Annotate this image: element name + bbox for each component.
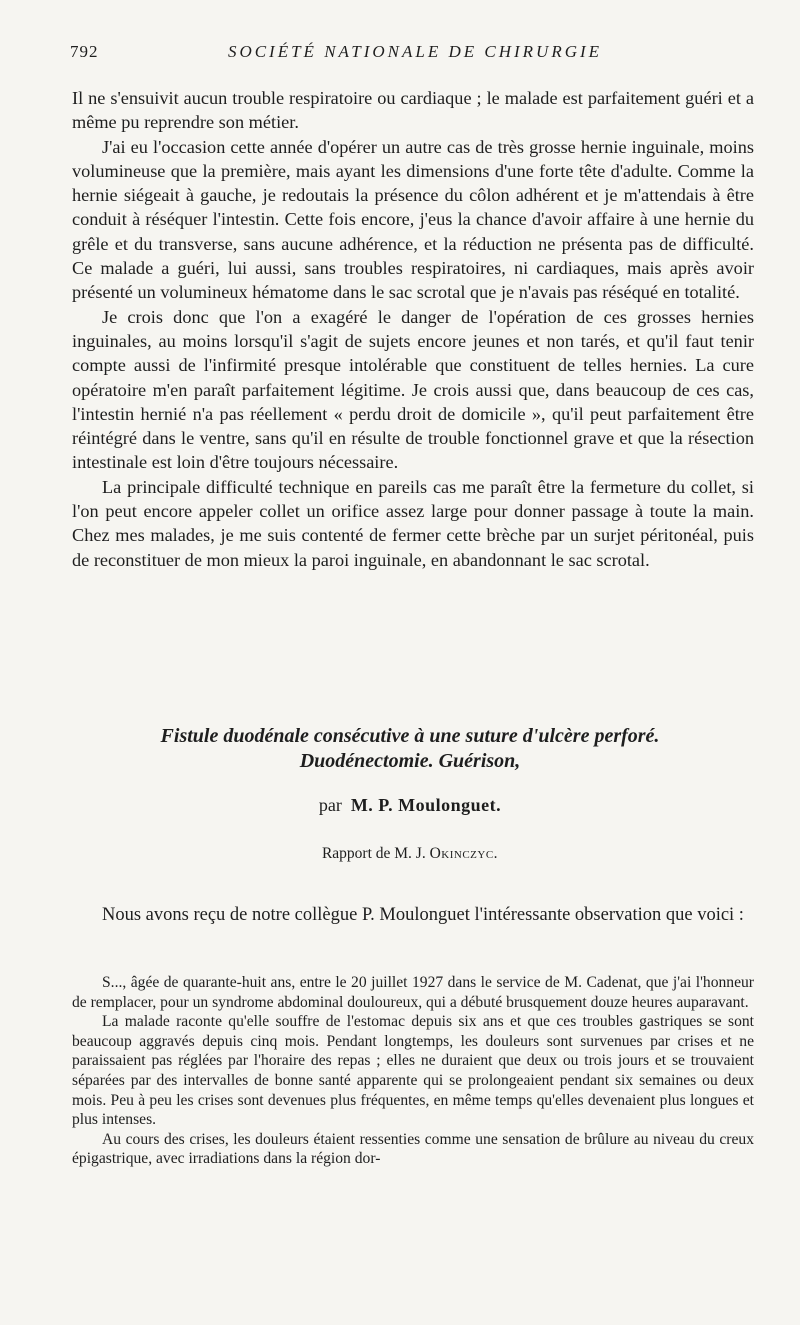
article-title — [60, 724, 760, 774]
page-header — [70, 42, 760, 66]
case-paragraph: S..., âgée de quarante-huit ans, entre le 20 juillet 1927 dans le service de M. Cadenat, que j'ai l'honneur de remplacer, pour un syndrome abdominal douloureux, qui a débuté brusquement douze heures auparavant. — [72, 974, 754, 1011]
paragraph: J'ai eu l'occasion cette année d'opérer un autre cas de très grosse hernie inguinale, moins volumineuse que la première, mais ayant les dimensions d'une forte tête d'adulte. Comme la hernie siégeait à gauche, je redoutais la présence du côlon adhérent et je m'attendais à être conduit à réséquer l'intestin. Cette fois encore, j'eus la chance d'avoir affaire à une hernie du grêle et du transverse, sans aucune adhérence, et la réduction ne présenta pas de difficulté. Ce malade a guéri, lui aussi, sans troubles respiratoires, ni cardiaques, mais après avoir présenté un volumineux hématome dans le sac scrotal que je n'avais pas réséqué en totalité. — [72, 136, 754, 303]
author-prefix: par — [318, 795, 342, 815]
body-text — [72, 86, 754, 572]
paragraph: La principale difficulté technique en pareils cas me paraît être la fermeture du collet, si l'on peut encore appeler collet un orifice assez large pour donner passage à toute la main. Chez mes malades, je me suis contenté de fermer cette brèche par un surjet péritonéal, puis de reconstituer de mon mieux la paroi inguinale, en abandonnant le sac scrotal. — [72, 476, 754, 570]
article-title-line: Duodénectomie. Guérison, — [299, 750, 521, 772]
case-paragraph: La malade raconte qu'elle souffre de l'estomac depuis six ans et que ces troubles gastriques se sont beaucoup aggravés depuis cinq mois. Pendant longtemps, les douleurs sont survenues par crises et ne paraissaient pas réglées par l'horaire des repas ; elles ne duraient que deux ou trois jours et se trouvaient séparées par des intervalles de bonne santé apparente qui se prolongeaient pendant six semaines ou deux mois. Peu à peu les crises sont devenues plus fréquentes, en même temps qu'elles devenaient plus longues et plus intenses. — [72, 1013, 754, 1129]
running-title: SOCIÉTÉ NATIONALE DE CHIRURGIE — [227, 42, 603, 61]
author-name: M. P. Moulonguet. — [350, 795, 502, 815]
report-name: Okinczyc. — [429, 845, 499, 862]
case-observation — [72, 973, 754, 1169]
report-line — [60, 845, 760, 863]
intro-paragraph: Nous avons reçu de notre collègue P. Moulonguet l'intéressante observation que voici : — [102, 905, 744, 925]
page-number: 792 — [70, 42, 99, 61]
paragraph: Je crois donc que l'on a exagéré le danger de l'opération de ces grosses hernies inguinales, au moins lorsqu'il s'agit de sujets encore jeunes et non tarés, et qu'il faut tenir compte aussi de l'infirmité presque intolérable que constituent de telles hernies. La cure opératoire m'en paraît parfaitement légitime. Je crois aussi que, dans beaucoup de ces cas, l'intestin hernié n'a pas réellement « perdu droit de domicile », qu'il peut parfaitement être réintégré dans le ventre, sans qu'il en résulte de trouble fonctionnel grave et que la résection intestinale est loin d'être toujours nécessaire. — [72, 306, 754, 473]
author-line — [60, 795, 760, 816]
case-paragraph: Au cours des crises, les douleurs étaient ressenties comme une sensation de brûlure au niveau du creux épigastrique, avec irradiations dans la région dor- — [72, 1130, 754, 1168]
paragraph: Il ne s'ensuivit aucun trouble respiratoire ou cardiaque ; le malade est parfaitement guéri et a même pu reprendre son métier. — [72, 88, 754, 133]
article-title-line: Fistule duodénale consécutive à une suture d'ulcère perforé. — [160, 725, 660, 747]
report-prefix: Rapport de M. J. — [321, 845, 426, 862]
